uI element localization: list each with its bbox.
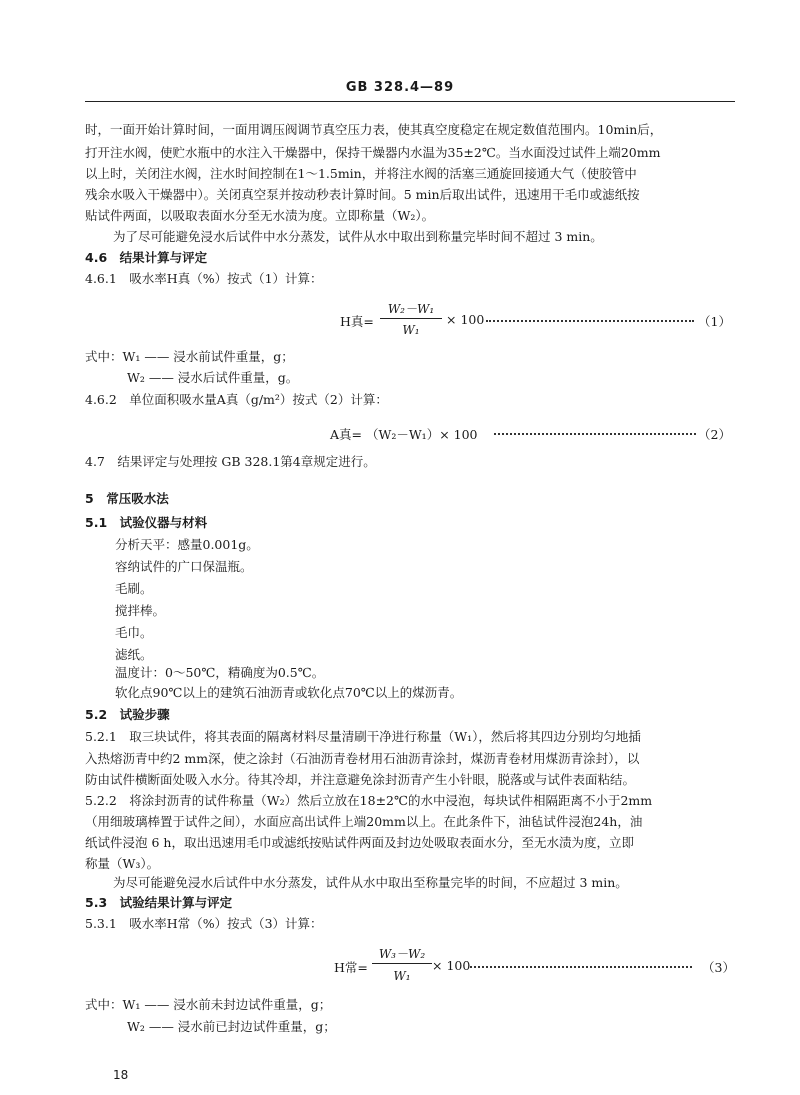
equation-1-number: （1） [698, 314, 731, 329]
equation-3-factor: × 100 [432, 958, 471, 973]
list-item: 毛巾。 [115, 625, 153, 640]
page-number: 18 [113, 1068, 129, 1082]
para-line: 时，一面开始计算时间，一面用调压阀调节真空压力表，使其真空度稳定在规定数值范围内。10min后， [85, 122, 663, 137]
para-line: 残余水吸入干燥器中）。关闭真空泵并按动秒表计算时间。5 min后取出试件，迅速用干毛巾或滤纸按 [85, 187, 640, 202]
clause-5-3-1: 5.3.1 吸水率H常（%）按式（3）计算： [85, 916, 323, 931]
clause-4-6-2: 4.6.2 单位面积吸水量A真（g/m²）按式（2）计算： [85, 392, 388, 407]
list-item: 软化点90℃以上的建筑石油沥青或软化点70℃以上的煤沥青。 [115, 685, 463, 700]
section-heading-5-2: 5.2 试验步骤 [85, 707, 170, 722]
clause-5-2-2: 5.2.2 将涂封沥青的试件称量（W₂）然后立放在18±2℃的水中浸泡，每块试件相隔距离不小于2mm [85, 793, 653, 808]
symbol-definition-line: W₂ —— 浸水后试件重量，g。 [127, 370, 299, 385]
equation-3-leader-dots [470, 966, 692, 968]
para-line: 入热熔沥青中约2 mm深，使之涂封（石油沥青卷材用石油沥青涂封，煤沥青卷材用煤沥青涂封），以 [85, 751, 640, 766]
para-line: 为尽可能避免浸水后试件中水分蒸发，试件从水中取出至称量完毕的时间，不应超过 3 min。 [113, 875, 628, 890]
equation-1-leader-dots [486, 320, 694, 322]
list-item: 搅拌棒。 [115, 603, 166, 618]
list-item: 分析天平：感量0.001g。 [115, 537, 259, 552]
equation-1-numerator: W₂－W₁ [387, 302, 435, 316]
para-line: 打开注水阀，使贮水瓶中的水注入干燥器中，保持干燥器内水温为35±2℃。当水面没过试件上端20mm [85, 145, 661, 160]
equation-3-numerator: W₃－W₂ [378, 947, 426, 961]
equation-3-denominator: W₁ [393, 969, 411, 983]
para-line: 防由试件横断面处吸入水分。待其冷却，并注意避免涂封沥青产生小针眼，脱落或与试件表面粘结。 [85, 772, 636, 787]
header-rule [85, 101, 735, 102]
list-item: 容纳试件的广口保温瓶。 [115, 559, 253, 574]
para-line: 称量（W₃）。 [85, 856, 160, 871]
equation-1-lhs: H真= [340, 314, 374, 329]
equation-2-number: （2） [698, 427, 731, 442]
list-item: 毛刷。 [115, 581, 153, 596]
clause-4-6-1: 4.6.1 吸水率H真（%）按式（1）计算： [85, 271, 323, 286]
section-heading-5-3: 5.3 试验结果计算与评定 [85, 895, 233, 910]
section-heading-5-1: 5.1 试验仪器与材料 [85, 515, 208, 530]
para-line: 纸试件浸泡 6 h，取出迅速用毛巾或滤纸按贴试件两面及封边处吸取表面水分，至无水渍为度，立即 [85, 835, 634, 850]
equation-2-lhs: A真= （W₂－W₁）× 100 [330, 427, 478, 442]
para-line: 为了尽可能避免浸水后试件中水分蒸发，试件从水中取出到称量完毕时间不超过 3 min。 [113, 229, 603, 244]
equation-2-leader-dots [494, 433, 696, 435]
equation-3-lhs: H常= [334, 960, 368, 975]
page-header-standard-number: GB 328.4—89 [345, 80, 455, 95]
equation-3-number: （3） [702, 960, 735, 975]
section-heading-4-6: 4.6 结果计算与评定 [85, 250, 208, 265]
para-line: 贴试件两面，以吸取表面水分至无水渍为度。立即称量（W₂）。 [85, 208, 435, 223]
clause-5-2-1: 5.2.1 取三块试件，将其表面的隔离材料尽量清刷干净进行称量（W₁），然后将其四边分别均匀地插 [85, 729, 641, 744]
para-line: 以上时，关闭注水阀，注水时间控制在1～1.5min，并将注水阀的活塞三通旋回接通大气（使胶管中 [85, 166, 637, 181]
equation-1-denominator: W₁ [402, 323, 420, 337]
equation-1-factor: × 100 [446, 312, 485, 327]
section-heading-5: 5 常压吸水法 [85, 491, 169, 506]
symbol-definition-line: 式中：W₁ —— 浸水前试件重量，g； [85, 349, 294, 364]
symbol-definition-line: 式中：W₁ —— 浸水前未封边试件重量，g； [85, 997, 332, 1012]
para-line: （用细玻璃棒置于试件之间），水面应高出试件上端20mm以上。在此条件下，油毡试件浸泡24h，油 [85, 814, 643, 829]
equation-3-fraction-bar [372, 963, 432, 964]
list-item: 滤纸。 [115, 647, 153, 662]
clause-4-7: 4.7 结果评定与处理按 GB 328.1第4章规定进行。 [85, 454, 376, 469]
list-item: 温度计：0～50℃，精确度为0.5℃。 [115, 665, 325, 680]
equation-1-fraction-bar [380, 318, 442, 319]
symbol-definition-line: W₂ —— 浸水前已封边试件重量，g； [127, 1019, 336, 1034]
